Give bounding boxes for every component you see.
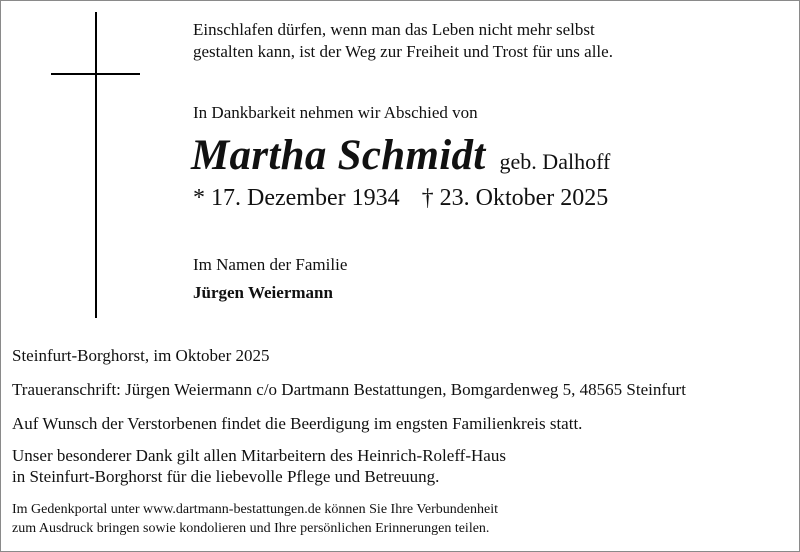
portal-line-1: Im Gedenkportal unter www.dartmann-bestattungen.de können Sie Ihre Verbundenheit [12,502,498,517]
intro-text: In Dankbarkeit nehmen wir Abschied von [193,103,478,122]
mourning-address: Traueranschrift: Jürgen Weiermann c/o Dartmann Bestattungen, Bomgardenweg 5, 48565 Steinfurt [12,380,686,399]
cross-icon-horizontal-bar [51,73,140,75]
death-date: † 23. Oktober 2025 [421,185,609,211]
cross-icon-vertical-bar [95,12,97,318]
family-label: Im Namen der Familie [193,255,348,274]
maiden-name: geb. Dalhoff [499,149,611,174]
thanks-line-2: in Steinfurt-Borghorst für die liebevolle Pflege und Betreuung. [12,467,440,486]
birth-date: * 17. Dezember 1934 [193,185,400,211]
life-dates [193,185,608,212]
thanks-text [12,445,506,487]
family-name: Jürgen Weiermann [193,283,333,302]
deceased-name-row [191,131,610,180]
quote-line-1: Einschlafen dürfen, wenn man das Leben nicht mehr selbst [193,20,595,39]
memorial-portal-note [12,500,498,538]
thanks-line-1: Unser besonderer Dank gilt allen Mitarbeitern des Heinrich-Roleff-Haus [12,446,506,465]
funeral-note: Auf Wunsch der Verstorbenen findet die Beerdigung im engsten Familienkreis statt. [12,414,583,433]
quote [193,19,613,63]
portal-line-2: zum Ausdruck bringen sowie kondolieren und Ihre persönlichen Erinnerungen teilen. [12,521,490,536]
deceased-name: Martha Schmidt [191,132,486,179]
quote-line-2: gestalten kann, ist der Weg zur Freiheit und Trost für uns alle. [193,42,613,61]
place-date: Steinfurt-Borghorst, im Oktober 2025 [12,346,270,365]
